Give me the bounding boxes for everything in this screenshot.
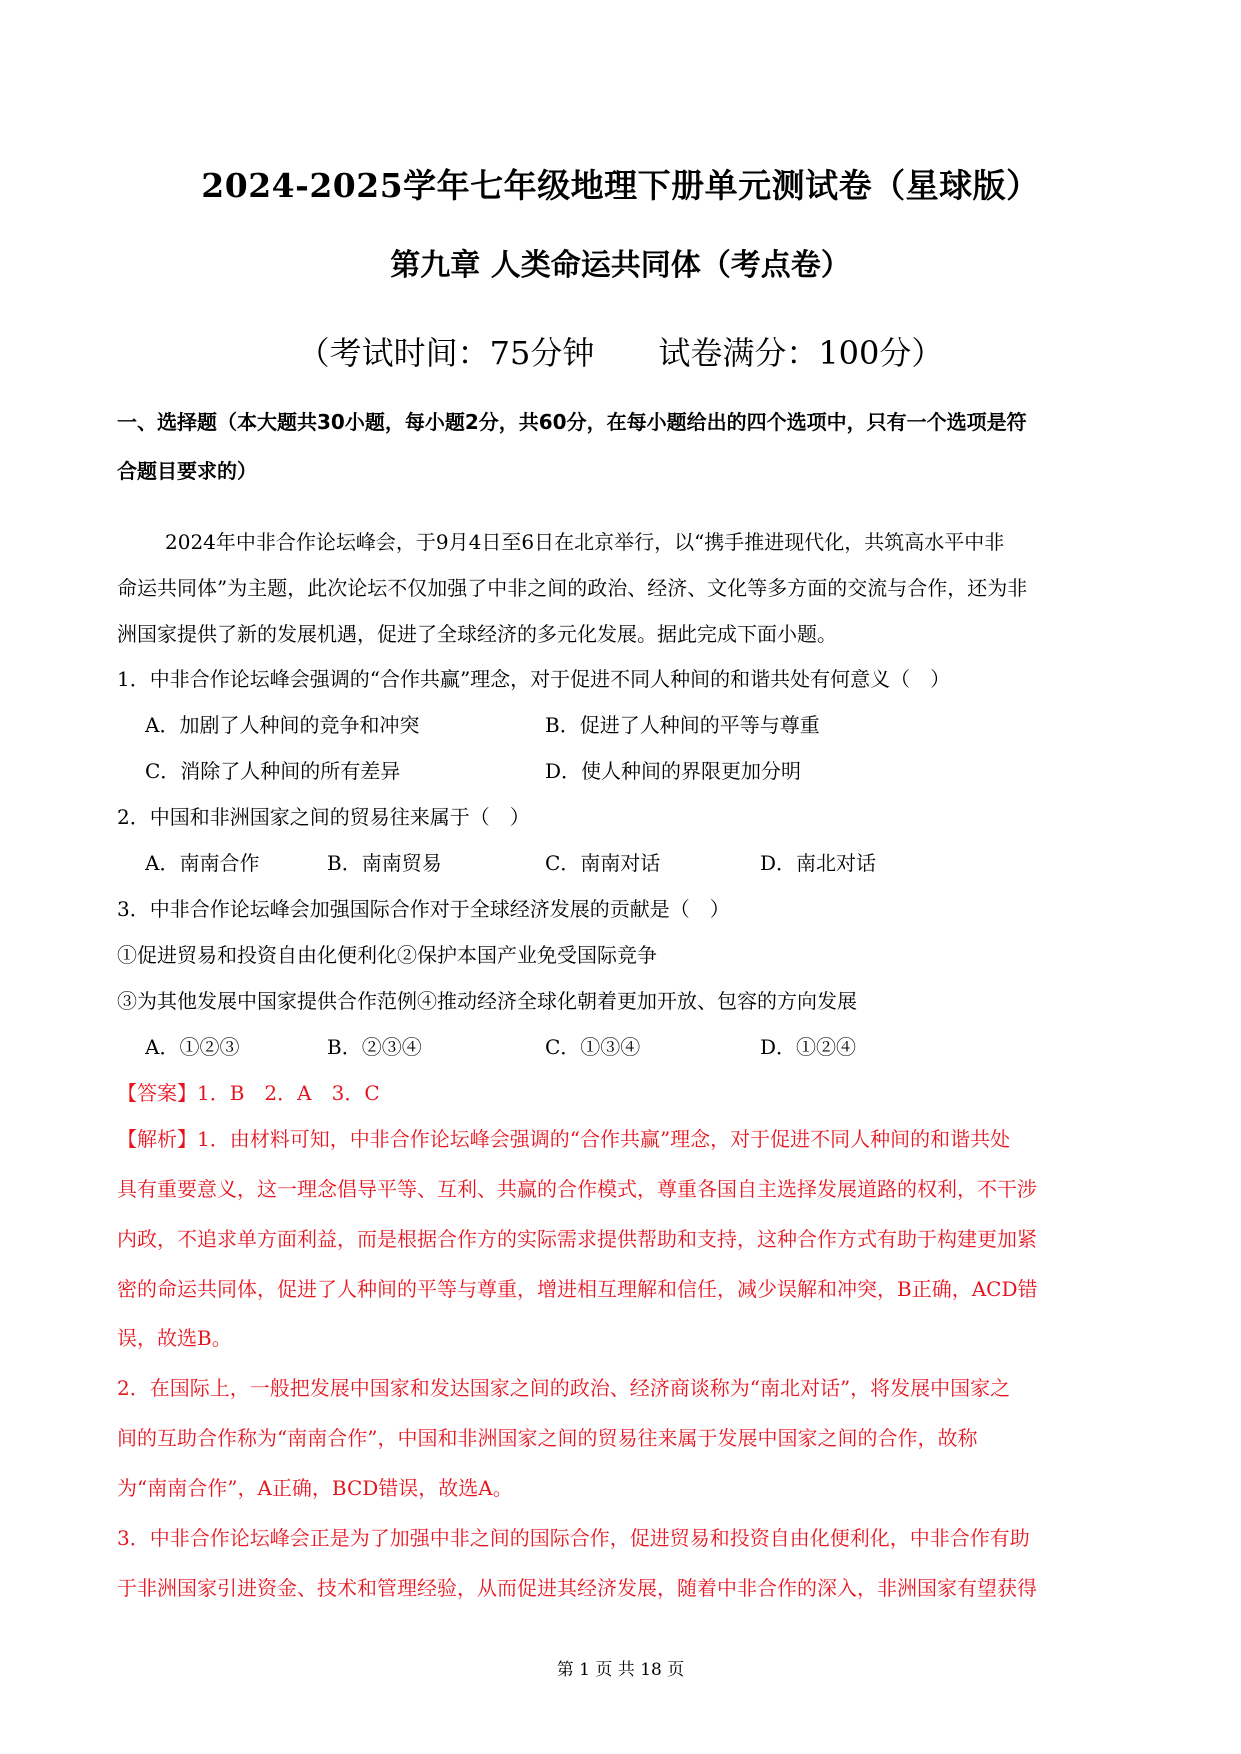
analysis-line: 3．中非合作论坛峰会正是为了加强中非之间的国际合作，促进贸易和投资自由化便利化，中非合作有助	[117, 1526, 1030, 1550]
q2-option-d: D．南北对话	[760, 851, 877, 875]
q1-option-c: C．消除了人种间的所有差异	[145, 759, 401, 783]
analysis-text: 1．由材料可知，中非合作论坛峰会强调的“合作共赢”理念，对于促进不同人种间的和谐共处	[197, 1127, 1011, 1151]
analysis-line: 间的互助合作称为“南南合作”，中国和非洲国家之间的贸易往来属于发展中国家之间的合作，故称	[117, 1426, 978, 1450]
q3-statement-line: ①促进贸易和投资自由化便利化②保护本国产业免受国际竞争	[117, 943, 657, 967]
analysis-line: 具有重要意义，这一理念倡导平等、互利、共赢的合作模式，尊重各国自主选择发展道路的权利，不干涉	[117, 1177, 1037, 1201]
section-heading-line1: 一、选择题（本大题共30小题，每小题2分，共60分，在每小题给出的四个选项中，只有一个选项是符	[117, 410, 1027, 434]
analysis-label: 【解析】	[117, 1127, 197, 1151]
material-line: 2024年中非合作论坛峰会，于9月4日至6日在北京举行，以“携手推进现代化，共筑高水平中非	[165, 530, 1005, 554]
q1-option-d: D．使人种间的界限更加分明	[545, 759, 802, 783]
q2-option-c: C．南南对话	[545, 851, 661, 875]
q3-option-c: C．①③④	[545, 1035, 641, 1059]
question-2-stem: 2．中国和非洲国家之间的贸易往来属于（ ）	[117, 805, 530, 829]
q1-option-b: B．促进了人种间的平等与尊重	[545, 713, 820, 737]
analysis-line: 于非洲国家引进资金、技术和管理经验，从而促进其经济发展，随着中非合作的深入，非洲国家有望获得	[117, 1576, 1037, 1600]
analysis-line: 2．在国际上，一般把发展中国家和发达国家之间的政治、经济商谈称为“南北对话”，将发展中国家之	[117, 1376, 1011, 1400]
q3-option-b: B．②③④	[327, 1035, 422, 1059]
q2-option-a: A．南南合作	[145, 851, 260, 875]
answer-label: 【答案】	[117, 1081, 197, 1105]
q3-option-d: D．①②④	[760, 1035, 857, 1059]
document-title: 2024-2025学年七年级地理下册单元测试卷（星球版）	[201, 166, 1040, 205]
answer-line	[117, 1079, 1127, 1107]
q1-option-a: A．加剧了人种间的竞争和冲突	[145, 713, 420, 737]
material-line: 洲国家提供了新的发展机遇，促进了全球经济的多元化发展。据此完成下面小题。	[117, 622, 837, 646]
analysis-line: 密的命运共同体，促进了人种间的平等与尊重，增进相互理解和信任，减少误解和冲突，B正确，ACD错	[117, 1277, 1038, 1301]
q2-option-b: B．南南贸易	[327, 851, 442, 875]
analysis-line	[117, 1125, 1127, 1153]
answer-text: 1．B 2．A 3．C	[197, 1081, 380, 1105]
exam-info: （考试时间：75分钟 试卷满分：100分）	[297, 334, 944, 372]
section-heading-line2: 合题目要求的）	[117, 459, 257, 483]
analysis-line: 内政，不追求单方面利益，而是根据合作方的实际需求提供帮助和支持，这种合作方式有助于构建更加紧	[117, 1227, 1037, 1251]
page-footer: 第 1 页 共 18 页	[556, 1660, 685, 1680]
analysis-line: 误，故选B。	[117, 1326, 232, 1350]
material-line: 命运共同体”为主题，此次论坛不仅加强了中非之间的政治、经济、文化等多方面的交流与合作，还为非	[117, 576, 1028, 600]
chapter-subtitle: 第九章 人类命运共同体（考点卷）	[390, 248, 851, 283]
q3-statement-line: ③为其他发展中国家提供合作范例④推动经济全球化朝着更加开放、包容的方向发展	[117, 989, 857, 1013]
analysis-line: 为“南南合作”，A正确，BCD错误，故选A。	[117, 1476, 513, 1500]
question-1-stem: 1．中非合作论坛峰会强调的“合作共赢”理念，对于促进不同人种间的和谐共处有何意义（ ）	[117, 667, 951, 691]
q3-option-a: A．①②③	[145, 1035, 240, 1059]
question-3-stem: 3．中非合作论坛峰会加强国际合作对于全球经济发展的贡献是（ ）	[117, 897, 730, 921]
